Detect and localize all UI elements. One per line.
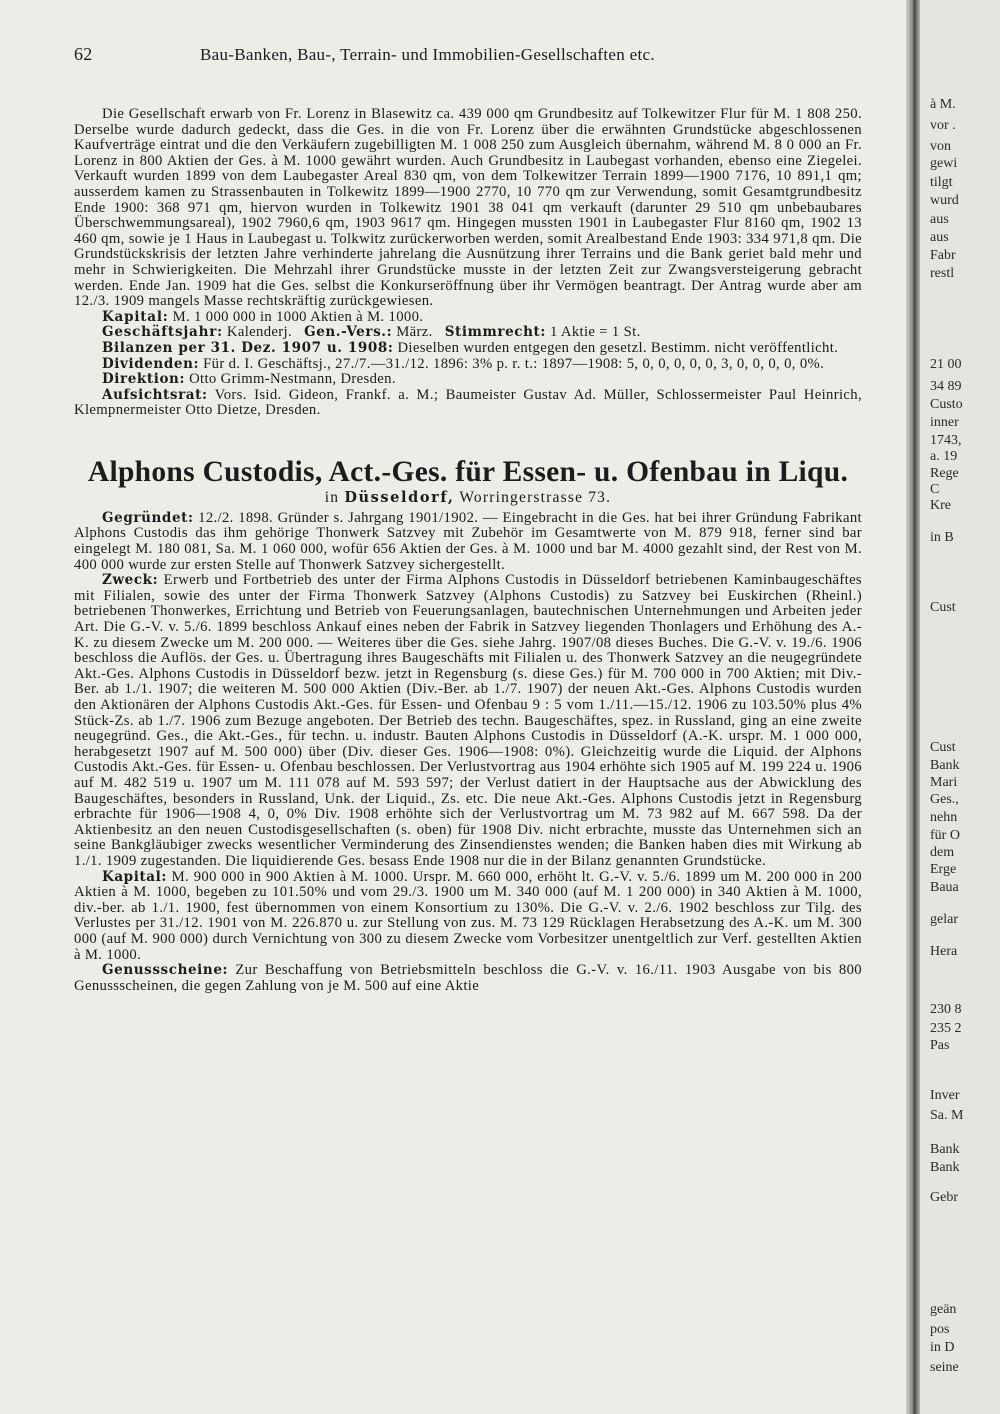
dividenden-entry [74,357,862,373]
neighbor-page-fragment: Bank [930,758,960,773]
neighbor-page-fragment: seine [930,1360,959,1375]
kapital-value: M. 1 000 000 in 1000 Aktien à M. 1000. [172,308,424,325]
neighbor-page-fragment: Gebr [930,1190,958,1205]
neighbor-page-fragment: 235 2 [930,1021,962,1036]
neighbor-page-fragment: Bank [930,1160,960,1175]
neighbor-page-fragment: pos [930,1322,950,1337]
company-title: Alphons Custodis, Act.-Ges. für Essen- u. Ofenbau in Liqu. [87,455,849,488]
kapital2-label: Kapital: [102,868,167,885]
neighbor-page-fragment: Custo [930,397,963,412]
neighbor-page-fragment: in B [930,530,954,545]
genvers-value: März. [396,324,433,341]
neighbor-page-fragment: 21 00 [930,357,962,372]
kapital-entry [74,310,862,326]
neighbor-page-fragment: geän [930,1302,957,1317]
neighbor-page-fragment: dem [930,845,955,860]
dividenden-label: Dividenden: [102,355,200,372]
zweck-label: Zweck: [102,572,159,589]
neighbor-page-fragment: 230 8 [930,1002,962,1017]
neighbor-page-fragment: restl [930,266,955,281]
neighbor-page-fragment: Cust [930,600,956,615]
zweck-entry [74,573,862,869]
neighbor-page-fragment: Pas [930,1038,950,1053]
gegruendet-value: 12./2. 1898. Gründer s. Jahrgang 1901/1902. — Eingebracht in die Ges. hat bei ihrer Gründung Fabrikant Alphons Custodis das ihm gehörige Thonwerk Satzvey mit Zubehör im Gesamtwerte von M. 879 918, ferner sind bar eingelegt M. 180 081, Sa. M. 1 060 000, wofür 656 Aktien der Ges. à M. 1000 und bar M. 4000 gezahlt sind, der Rest von M. 400 000 wurde zur ersten Stelle auf Thonwerk Satzvey sichergestellt. [74,509,862,573]
neighbor-page-fragment: nehn [930,810,958,825]
neighbor-page-fragment: Sa. M [930,1108,964,1123]
neighbor-page-fragment: inner [930,415,959,430]
aufsichtsrat-label: Aufsichtsrat: [102,386,208,403]
company-city: Düsseldorf, [344,488,455,506]
neighbor-page-fragment: von [930,139,951,154]
neighbor-page-fragment: für O [930,828,960,843]
neighbor-page-fragment: tilgt [930,175,953,190]
neighbor-page-fragment: Fabr [930,248,956,263]
neighbor-page-fragment: in D [930,1340,955,1355]
neighbor-page-fragment: à M. [930,97,956,112]
location-prefix: in [324,488,340,506]
genussscheine-entry [74,963,862,994]
company-location [74,489,862,507]
bilanzen-entry [74,341,862,357]
neighbor-page-fragment: Bank [930,1142,960,1157]
kapital2-entry [74,870,862,964]
neighbor-page-fragment: Erge [930,862,957,877]
page-number: 62 [74,44,93,64]
bilanzen-value: Dieselben wurden entgegen den gesetzl. Bestimm. nicht veröffentlicht. [397,339,839,356]
running-title: Bau-Banken, Bau-, Terrain- und Immobilien-Gesellschaften etc. [200,45,655,64]
neighbor-page-fragment: vor . [930,118,956,133]
neighbor-page [920,0,1000,1414]
kapital2-value: M. 900 000 in 900 Aktien à M. 1000. Urspr. M. 660 000, erhöht lt. G.-V. v. 5./6. 1899 um M. 200 000 in 200 Aktien à M. 1000, begeben zu 101.50% und vom 29./3. 1900 um M. 340 000 (auf M. 1 200 000) in 340 Aktien à M. 1000, div.-ber. ab 1./1. 1900, fest übernommen von einem Konsortium zu 130%. Die G.-V. v. 2./6. 1902 beschloss zur Tilg. des Verlustes per 31./12. 1901 von M. 226.870 u. zur Stellung von zus. M. 73 129 Rücklagen Herabsetzung des A.-K. um M. 300 000 (auf M. 900 000) durch Vernichtung von 300 zu diesem Zwecke vom Vorbesitzer unentgeltlich zur Verf. gestellten Aktien à M. 1000. [74,868,862,963]
neighbor-page-fragment: wurd [930,193,959,208]
dividenden-value: Für d. I. Geschäftsj., 27./7.—31./12. 1896: 3% p. r. t.: 1897—1908: 5, 0, 0, 0, 0, 0, 3, 0, 0, 0, 0, 0%. [203,355,825,372]
neighbor-page-fragment: aus [930,230,949,245]
stimmrecht-label: Stimmrecht: [444,324,546,341]
aufsichtsrat-entry [74,388,862,419]
neighbor-page-fragment: C [930,482,940,497]
genussscheine-label: Genussscheine: [102,962,229,979]
geschaeftsjahr-label: Geschäftsjahr: [102,324,223,341]
company-history: Die Gesellschaft erwarb von Fr. Lorenz in Blasewitz ca. 439 000 qm Grundbesitz auf Tolkewitzer Flur für M. 1 808 250. Derselbe wurde dadurch gedeckt, dass die Ges. in die von Fr. Lorenz über die erwähnten Grundstücke abgeschlossenen Kaufverträge eintrat und die den Verkäufern zugebilligten M. 1 008 250 zum Ausgleich übernahm, während M. 8 0 000 an Fr. Lorenz in 800 Aktien der Ges. à M. 1000 gewährt wurden. Auch Grundbesitz in Laubegast vorhanden, ebenso eine Ziegelei. Verkauft wurden 1899 von dem Laubegaster Areal 830 qm, von dem Tolkewitzer Terrain 1899—1900 7176, 10 891,1 qm; ausserdem kamen zu Strassenbauten in Tolkewitz 1899—1900 2770, 10 770 qm zur Verwendung, somit Gesamtgrundbesitz Ende 1900: 368 971 qm, hiervon wurden in Tolkewitz 1901 38 041 qm verkauft (darunter 29 510 qm unbebaubares Überschwemmungsareal), 1902 7960,6 qm, 1903 9617 qm. Hingegen mussten 1901 in Laubegaster Flur 8160 qm, 1902 13 460 qm, sowie je 1 Haus in Laubegast u. Tolkwitz zurückerworben werden, somit Arealbestand Ende 1903: 334 971,8 qm. Die Grundstückskrisis der letzten Jahre verhinderte jahrelang die Ausnützung ihrer Terrains und die Bank geriet bald mehr und mehr in Schwierigkeiten. Die Mehrzahl ihrer Grundstücke musste in der letzten Zeit zur Zwangsversteigerung gebracht werden. Ende Jan. 1909 hat die Ges. selbst die Konkurseröffnung über ihr Vermögen beantragt. Der Antrag wurde aber am 12./3. 1909 mangels Masse rechtskräftig zurückgewiesen. [74,106,862,310]
stimmrecht-value: 1 Aktie = 1 St. [549,324,641,341]
page-header [74,44,862,74]
neighbor-page-fragment: Inver [930,1088,960,1103]
neighbor-page-fragment: 34 89 [930,379,962,394]
zweck-value: Erwerb und Fortbetrieb des unter der Firma Alphons Custodis in Düsseldorf betriebenen Kaminbaugeschäftes mit Filialen, sowie des unter der Firma Thonwerk Satzvey (Alphons Custodis) zu Satzvey bei Euskirchen (Rheinl.) betriebenen Thonwerkes, Errichtung und Betrieb von Feuerungsanlagen, bautechnischen Unternehmungen und Arbeiten jeder Art. Die G.-V. v. 5./6. 1899 beschloss Ankauf eines neben der Fabrik in Satzvey liegenden Thonlagers und Erhöhung des A.-K. zu diesem Zwecke um M. 200 000. — Weiteres über die Ges. siehe Jahrg. 1907/08 dieses Buches. Die G.-V. v. 19./6. 1906 beschloss die Auflös. der Ges. u. Übertragung ihres Baugeschäfts mit Filialen u. des Thonwerk Satzvey an die neugegründete Akt.-Ges. Alphons Custodis in Düsseldorf bezw. jetzt in Regensburg (s. diese Ges.) für M. 700 000 in 700 Aktien; mit Div.-Ber. ab 1./1. 1907; die weiteren M. 500 000 Aktien (Div.-Ber. ab 1./7. 1907) der neuen Akt.-Ges. Alphons Custodis wurden den Aktionären der Alphons Custodis Akt.-Ges. für Essen- und Ofenbau 9 : 5 vom 1./11.—15./12. 1906 zu 103.50% plus 4% Stück-Zs. ab 1./7. 1906 zum Bezuge angeboten. Der Betrieb des techn. Baugeschäftes, spez. in Russland, ging an eine zweite neugegründ. Ges., die Akt.-Ges., für techn. u. industr. Bauten Alphons Custodis in Düsseldorf (A.-K. urspr. M. 1 000 000, herabgesetzt 1907 auf M. 500 000) über (Div. dieser Ges. 1906—1908: 0%). Gleichzeitig wurde die Liquid. der Alphons Custodis Akt.-Ges. für Essen- u. Ofenbau beschlossen. Der Verlustvortrag aus 1904 erhöhte sich 1905 auf M. 199 224 u. 1906 auf M. 482 519 u. 1907 um M. 111 078 auf M. 593 597; der Verlust datiert in der Hauptsache aus der Abwicklung des Baugeschäftes, besonders in Russland, Unk. der Liquid., Zs. etc. Die neue Akt.-Ges. Alphons Custodis jetzt in Regensburg erbrachte für 1906—1908 4, 0, 0% Div. 1908 erhöhte sich der Verlustvortrag um M. 73 982 auf M. 667 598. Da der Aktienbesitz an den neuen Custodisgesellschaften (s. oben) für 1908 Div. nicht erbrachte, musste das Unternehmen sich an seine Bankgläubiger zwecks wesentlicher Verminderung des Zinsendienstes wenden; die Banken haben dies mit Wirkung ab 1./1. 1909 zugestanden. Die liquidierende Ges. besass Ende 1908 nur die in der Bilanz genannten Grundstücke. [74,572,863,869]
geschaeftsjahr-entry [74,325,862,341]
neighbor-page-fragment: Mari [930,775,958,790]
genvers-label: Gen.-Vers.: [304,324,393,341]
kapital-label: Kapital: [102,308,169,325]
direktion-value: Otto Grimm-Nestmann, Dresden. [189,371,396,388]
direktion-label: Direktion: [102,371,186,388]
neighbor-page-fragment: gelar [930,912,958,927]
genussscheine-value: Zur Beschaffung von Betriebsmitteln beschloss die G.-V. v. 16./11. 1903 Ausgabe von bis 800 Genussscheinen, die gegen Zahlung von je M. 500 auf eine Aktie [74,962,862,994]
company-street: Worringerstrasse 73. [459,488,612,506]
neighbor-page-fragment: Cust [930,740,956,755]
neighbor-page-fragment: Hera [930,944,958,959]
neighbor-page-fragment: Kre [930,498,951,513]
book-gutter [906,0,920,1414]
gegruendet-label: Gegründet: [102,509,194,526]
neighbor-page-fragment: Ges., [930,792,959,807]
neighbor-page-fragment: aus [930,212,949,227]
neighbor-page-fragment: Rege [930,466,959,481]
neighbor-page-fragment: gewi [930,156,958,171]
direktion-entry [74,372,862,388]
geschaeftsjahr-value: Kalenderj. [226,324,292,341]
main-column [74,44,862,994]
aufsichtsrat-value: Vors. Isid. Gideon, Frankf. a. M.; Baumeister Gustav Ad. Müller, Schlossermeister Paul Heinrich, Klempnermeister Otto Dietze, Dresden. [74,386,862,419]
neighbor-page-fragment: Baua [930,880,959,895]
neighbor-page-fragment: 1743, [930,433,962,448]
bilanzen-label: Bilanzen per 31. Dez. 1907 u. 1908: [102,339,394,356]
neighbor-page-fragment: a. 19 [930,449,958,464]
gegruendet-entry [74,511,862,573]
